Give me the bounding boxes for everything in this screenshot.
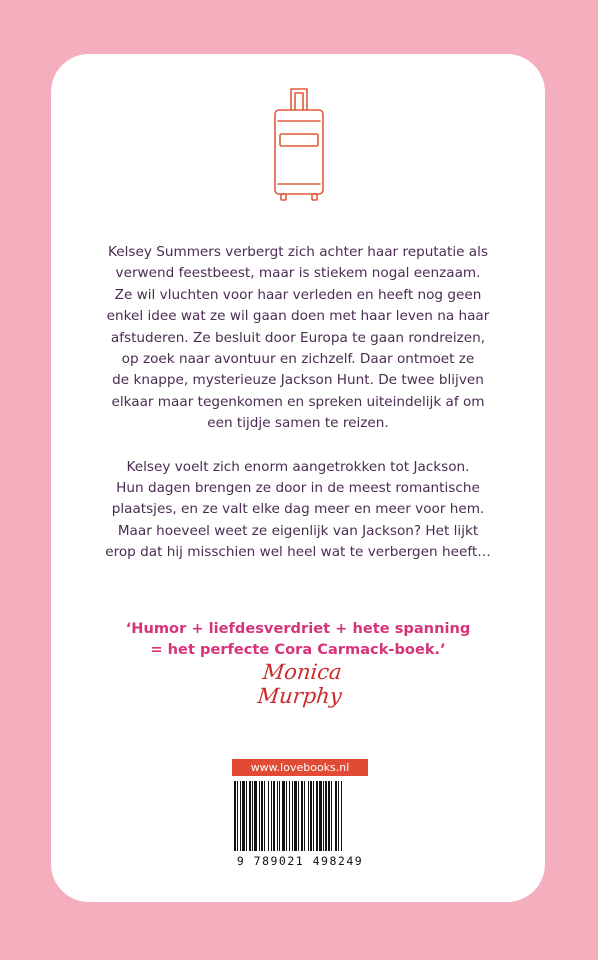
barcode-bar: [310, 781, 312, 851]
barcode-bar: [341, 781, 342, 851]
barcode-bar: [286, 781, 287, 851]
blurb-line: verwend feestbeest, maar is stiekem nogal eenzaam.: [115, 265, 481, 282]
barcode-bar: [325, 781, 327, 851]
barcode-bar: [264, 781, 265, 851]
barcode-bar: [316, 781, 318, 851]
blurb-line: Ze wil vluchten voor haar verleden en heeft nog geen: [114, 286, 482, 303]
blurb-line: Maar hoeveel weet ze eigenlijk van Jackson? Het lijkt: [117, 522, 479, 539]
barcode-bar: [252, 781, 253, 851]
blurb-line: op zoek naar avontuur en zichzelf. Daar ontmoet ze: [121, 351, 475, 368]
barcode-bar: [289, 781, 290, 851]
barcode-bar: [279, 781, 280, 851]
blurb-line: Kelsey Summers verbergt zich achter haar reputatie als: [108, 244, 488, 260]
publisher-url: www.lovebooks.nl: [232, 759, 368, 776]
blurb-paragraph-1: [97, 242, 499, 435]
blurb-line: elkaar maar tegenkomen en spreken uiteindelijk af om: [111, 393, 485, 410]
barcode-bar: [240, 781, 241, 851]
blurb-line: Hun dagen brengen ze door in de meest romantische: [116, 480, 480, 497]
barcode-bar: [282, 781, 285, 851]
quote-line-2: = het perfecte Cora Carmack-boek.’: [150, 641, 446, 658]
barcode-bar: [294, 781, 297, 851]
review-quote: [81, 618, 515, 660]
barcode-bar: [261, 781, 263, 851]
barcode-bar: [268, 781, 269, 851]
barcode-bar: [277, 781, 278, 851]
barcode-bar: [304, 781, 305, 851]
blurb-line: een tijdje samen te reizen.: [207, 415, 389, 432]
barcode-bar: [237, 781, 238, 851]
blurb-line: plaatsjes, en ze valt elke dag meer en meer voor hem.: [111, 501, 485, 518]
quote-author-signature: Monica Murphy: [256, 660, 343, 708]
barcode-bar: [319, 781, 322, 851]
barcode-bar: [273, 781, 275, 851]
quote-line-1: ‘Humor + liefdesverdriet + hete spanning: [125, 620, 471, 637]
barcode-bar: [234, 781, 236, 851]
barcode-bar: [242, 781, 245, 851]
barcode-bar: [338, 781, 339, 851]
back-cover-card: [51, 54, 545, 902]
barcode-bar: [259, 781, 260, 851]
blurb-line: enkel idee wat ze wil gaan doen met haar leven na haar: [106, 308, 490, 325]
isbn-number: 9 789021 498249: [236, 854, 364, 868]
blurb-line: Kelsey voelt zich enorm aangetrokken tot Jackson.: [126, 458, 470, 475]
barcode-bar: [271, 781, 272, 851]
isbn-barcode: [232, 781, 368, 851]
blurb-line: afstuderen. Ze besluit door Europa te gaan rondreizen,: [110, 329, 486, 346]
barcode-bar: [335, 781, 337, 851]
barcode-bar: [301, 781, 303, 851]
barcode-bar: [323, 781, 324, 851]
barcode-bar: [292, 781, 293, 851]
barcode-bar: [246, 781, 247, 851]
blurb-text: [97, 242, 499, 564]
suitcase-icon: [272, 86, 326, 204]
barcode-bar: [308, 781, 309, 851]
barcode-bar: [249, 781, 251, 851]
barcode-bar: [313, 781, 314, 851]
barcode-bar: [254, 781, 257, 851]
barcode-bar: [331, 781, 332, 851]
barcode-bar: [298, 781, 299, 851]
blurb-line: erop dat hij misschien wel heel wat te verbergen heeft…: [105, 544, 491, 561]
blurb-line: de knappe, mysterieuze Jackson Hunt. De twee blijven: [112, 372, 484, 389]
barcode-bar: [328, 781, 330, 851]
blurb-paragraph-2: [97, 457, 499, 564]
